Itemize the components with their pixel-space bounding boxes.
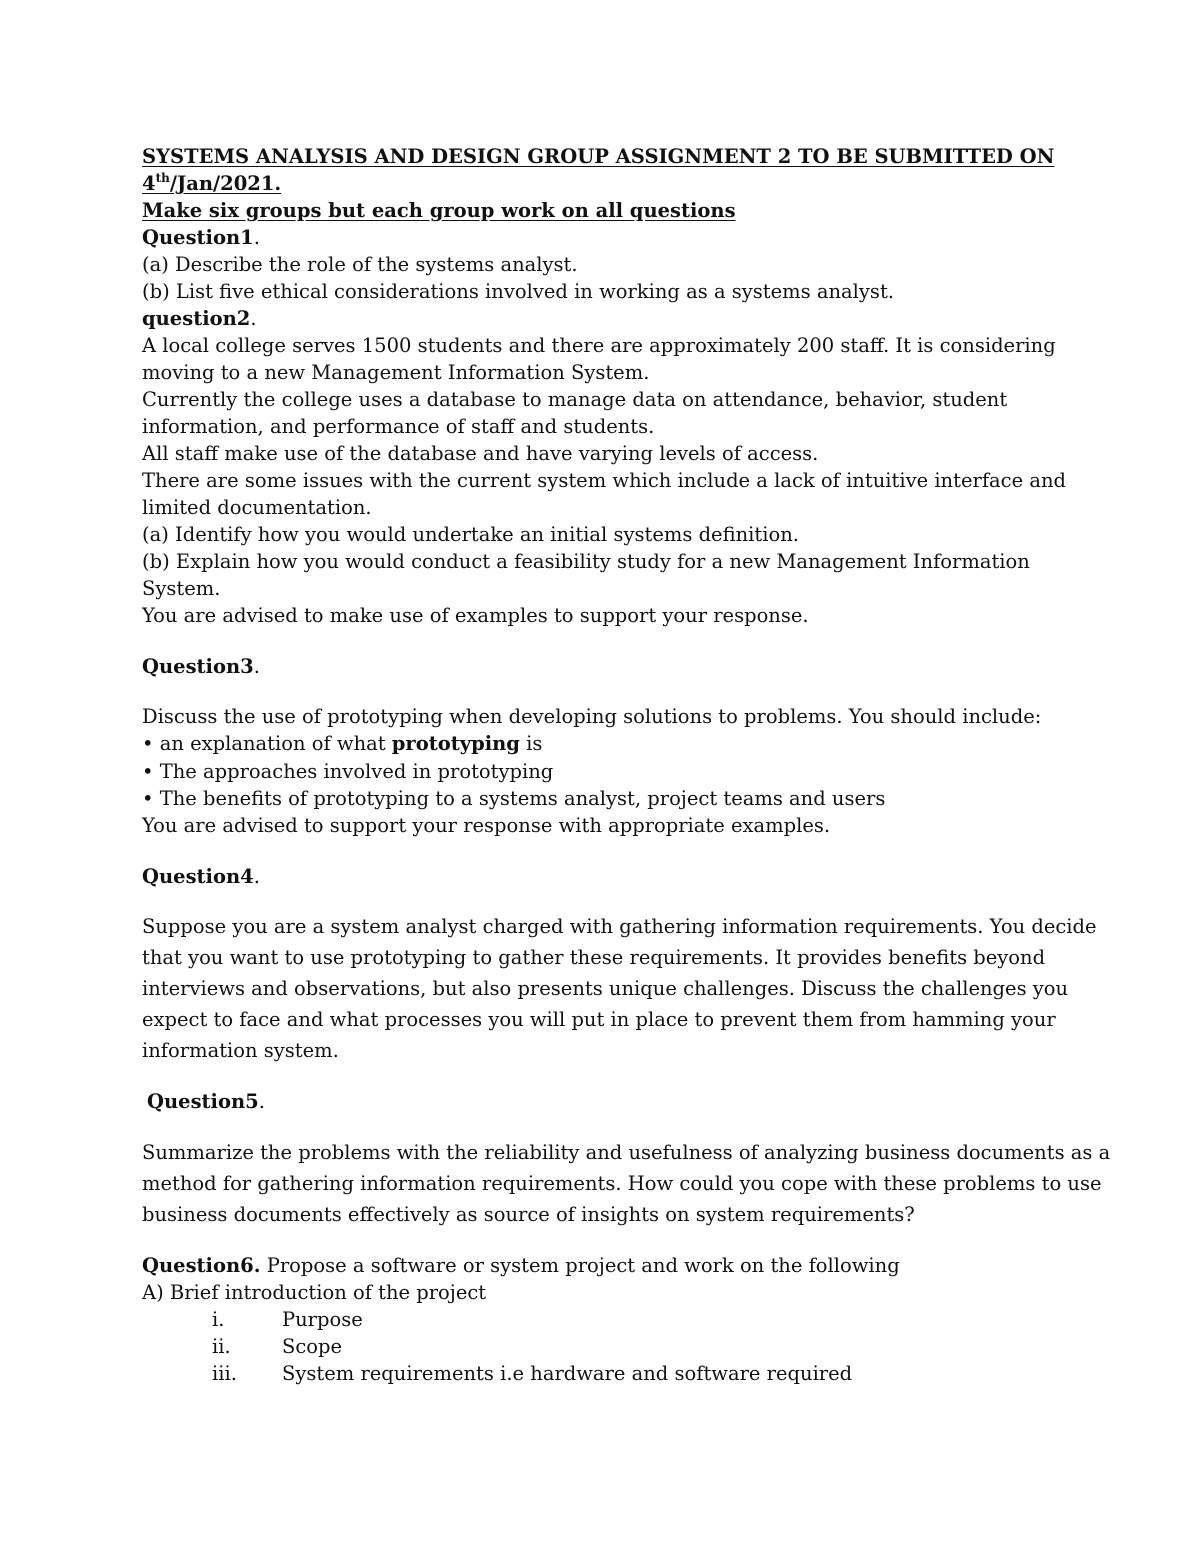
date-rest: /Jan/2021. (169, 172, 282, 195)
q6-heading (142, 1252, 900, 1279)
q5-heading (147, 1088, 265, 1115)
q3-heading-dot: . (253, 655, 260, 678)
q3-bullet-3: • The benefits of prototyping to a systems analyst, project teams and users (142, 787, 886, 810)
q5-heading-label: Question5 (147, 1090, 259, 1113)
q2-line-1: A local college serves 1500 students and there are approximately 200 staff. It is considering (142, 334, 1056, 357)
q2-line-2: moving to a new Management Information System. (142, 361, 650, 384)
q4-line-4: expect to face and what processes you will put in place to prevent them from hamming your (142, 1008, 1056, 1031)
q3-bullet-1-pre: • an explanation of what (142, 732, 392, 755)
q6-item-2-text: Scope (282, 1335, 343, 1358)
q2-line-8: (a) Identify how you would undertake an initial systems definition. (142, 523, 799, 546)
q5-line-1: Summarize the problems with the reliability and usefulness of analyzing business documents as a (142, 1141, 1111, 1164)
groups-note: Make six groups but each group work on all questions (142, 199, 736, 222)
q3-bullet-1-term: prototyping (391, 732, 520, 755)
q3-heading (142, 653, 260, 680)
q4-line-5: information system. (142, 1039, 339, 1062)
q3-bullet-1-post: is (519, 732, 543, 755)
q1-heading (142, 224, 260, 251)
q6-item-3-number: iii. (212, 1362, 237, 1385)
q2-line-5: All staff make use of the database and have varying levels of access. (142, 442, 819, 465)
q6-item-2-number: ii. (212, 1335, 231, 1358)
q2-heading-dot: . (250, 307, 257, 330)
submission-date (142, 170, 281, 197)
q3-closing: You are advised to support your response with appropriate examples. (142, 814, 831, 837)
q3-bullet-1 (142, 730, 542, 757)
q2-line-10: System. (142, 577, 221, 600)
q3-intro: Discuss the use of prototyping when developing solutions to problems. You should include: (142, 705, 1042, 728)
q1-heading-label: Question1 (142, 226, 254, 249)
q6-item-3-text: System requirements i.e hardware and software required (282, 1362, 853, 1385)
q4-line-1: Suppose you are a system analyst charged with gathering information requirements. You decide (142, 915, 1097, 938)
q4-line-3: interviews and observations, but also presents unique challenges. Discuss the challenges you (142, 977, 1069, 1000)
q3-heading-label: Question3 (142, 655, 254, 678)
q2-line-4: information, and performance of staff and students. (142, 415, 655, 438)
q1-part-b: (b) List five ethical considerations involved in working as a systems analyst. (142, 280, 894, 303)
q2-line-9: (b) Explain how you would conduct a feasibility study for a new Management Information (142, 550, 1030, 573)
date-day: 4 (142, 172, 156, 195)
q5-heading-dot: . (258, 1090, 265, 1113)
q6-item-1-text: Purpose (282, 1308, 363, 1331)
q6-item-1-number: i. (212, 1308, 225, 1331)
assignment-title: SYSTEMS ANALYSIS AND DESIGN GROUP ASSIGNMENT 2 TO BE SUBMITTED ON (142, 145, 1055, 168)
q2-heading-label: question2 (142, 307, 251, 330)
q4-heading (142, 863, 260, 890)
q2-line-7: limited documentation. (142, 496, 372, 519)
q1-part-a: (a) Describe the role of the systems analyst. (142, 253, 578, 276)
q4-line-2: that you want to use prototyping to gather these requirements. It provides benefits beyond (142, 946, 1046, 969)
q6-part-a: A) Brief introduction of the project (142, 1281, 487, 1304)
q5-line-3: business documents effectively as source of insights on system requirements? (142, 1203, 915, 1226)
q2-line-3: Currently the college uses a database to manage data on attendance, behavior, student (142, 388, 1008, 411)
q4-heading-label: Question4 (142, 865, 254, 888)
q4-heading-dot: . (253, 865, 260, 888)
date-superscript: th (155, 171, 170, 185)
q6-heading-label: Question6. (142, 1254, 261, 1277)
q2-heading (142, 305, 257, 332)
q6-heading-rest: Propose a software or system project and work on the following (260, 1254, 900, 1277)
q2-line-6: There are some issues with the current system which include a lack of intuitive interface and (142, 469, 1066, 492)
q1-heading-dot: . (253, 226, 260, 249)
q5-line-2: method for gathering information requirements. How could you cope with these problems to use (142, 1172, 1102, 1195)
q3-bullet-2: • The approaches involved in prototyping (142, 760, 554, 783)
q2-line-11: You are advised to make use of examples to support your response. (142, 604, 809, 627)
